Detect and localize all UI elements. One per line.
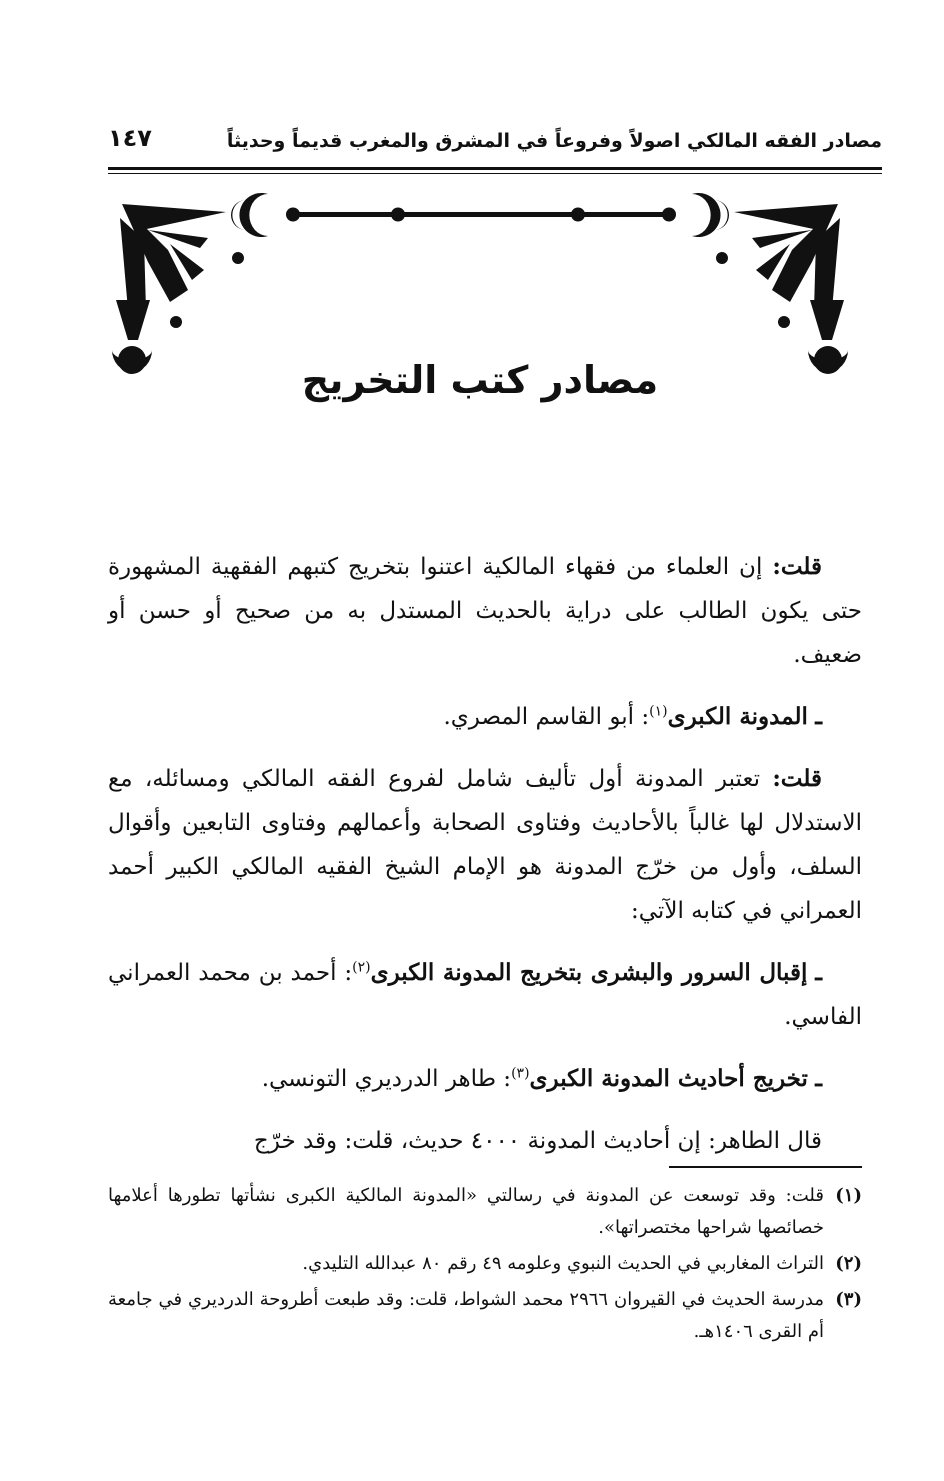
chapter-title: مصادر كتب التخريج bbox=[301, 358, 659, 402]
entry-dash: ـ bbox=[815, 959, 823, 986]
paragraph-lead: قلت: bbox=[772, 553, 823, 580]
footnote-rule bbox=[669, 1166, 862, 1168]
paragraph-text: قال الطاهر: إن أحاديث المدونة ٤٠٠٠ حديث، قلت: وقد خرّج bbox=[253, 1128, 822, 1154]
paragraph-text: إن العلماء من فقهاء المالكية اعتنوا بتخريج كتبهم الفقهية المشهورة حتى يكون الطالب على دراية بالحديث المستدل به من صحيح أو حسن أو ضعيف. bbox=[108, 554, 862, 668]
footnotes bbox=[108, 1180, 862, 1352]
entry-title: المدونة الكبرى bbox=[667, 703, 808, 730]
entry-iqbal bbox=[108, 951, 862, 1039]
footnote-item bbox=[108, 1284, 862, 1348]
footnote-item bbox=[108, 1180, 862, 1244]
entry-dash: ـ bbox=[815, 703, 822, 730]
paragraph-intro bbox=[108, 545, 862, 677]
entry-author: : أبو القاسم المصري. bbox=[443, 704, 650, 730]
paragraph-text: تعتبر المدونة أول تأليف شامل لفروع الفقه المالكي ومسائله، مع الاستدلال لها غالباً بالأحاديث وفتاوى الصحابة وأعمالهم وفتاوى التابعين وأقوال السلف، وأول من خرّج المدونة هو الإمام الشيخ الفقيه المالكي الكبير أحمد العمراني في كتابه الآتي: bbox=[108, 766, 862, 924]
footnote-ref[interactable]: (١) bbox=[649, 703, 668, 720]
running-head bbox=[108, 120, 882, 160]
paragraph-tahir bbox=[108, 1119, 862, 1163]
header-rule-thick bbox=[108, 167, 882, 170]
entry-title: تخريج أحاديث المدونة الكبرى bbox=[529, 1065, 808, 1092]
footnote-number: (١) bbox=[835, 1185, 862, 1206]
footnote-text: التراث المغاربي في الحديث النبوي وعلومه ٤٩ رقم ٨٠ عبدالله التليدي. bbox=[302, 1253, 824, 1274]
footnote-text: مدرسة الحديث في القيروان ٢٩٦٦ محمد الشواط، قلت: وقد طبعت أطروحة الدرديري في جامعة أم القرى ١٤٠٦هـ. bbox=[108, 1289, 824, 1342]
running-title: مصادر الفقه المالكي اصولاً وفروعاً في المشرق والمغرب قديماً وحديثاً bbox=[226, 130, 882, 152]
footnote-number: (٣) bbox=[835, 1289, 862, 1310]
footnote-number: (٢) bbox=[835, 1253, 862, 1274]
main-text bbox=[108, 545, 862, 1181]
footnote-ref[interactable]: (٣) bbox=[511, 1065, 530, 1082]
ornament-bar bbox=[286, 208, 676, 222]
page-number: ١٤٧ bbox=[108, 124, 152, 152]
footnote-text: قلت: وقد توسعت عن المدونة في رسالتي «المدونة المالكية الكبرى نشأتها تطورها أعلامها خصائصها شراحها مختصراتها». bbox=[108, 1185, 824, 1238]
footnote-ref[interactable]: (٢) bbox=[352, 959, 371, 976]
entry-author: : أحمد بن محمد العمراني الفاسي. bbox=[108, 960, 862, 1030]
header-rule-thin bbox=[108, 173, 882, 174]
entry-title: إقبال السرور والبشرى بتخريج المدونة الكبرى bbox=[370, 959, 808, 986]
ornament-left-corner bbox=[112, 193, 268, 374]
chapter-ornament bbox=[108, 190, 852, 380]
entry-dash: ـ bbox=[815, 1065, 822, 1092]
entry-takhrij bbox=[108, 1057, 862, 1101]
entry-mudawwana bbox=[108, 695, 862, 739]
footnote-item bbox=[108, 1248, 862, 1280]
paragraph-lead: قلت: bbox=[772, 765, 822, 792]
entry-author: : طاهر الدرديري التونسي. bbox=[261, 1066, 512, 1092]
ornament-right-corner bbox=[692, 193, 848, 374]
paragraph-mudawwana bbox=[108, 757, 862, 933]
